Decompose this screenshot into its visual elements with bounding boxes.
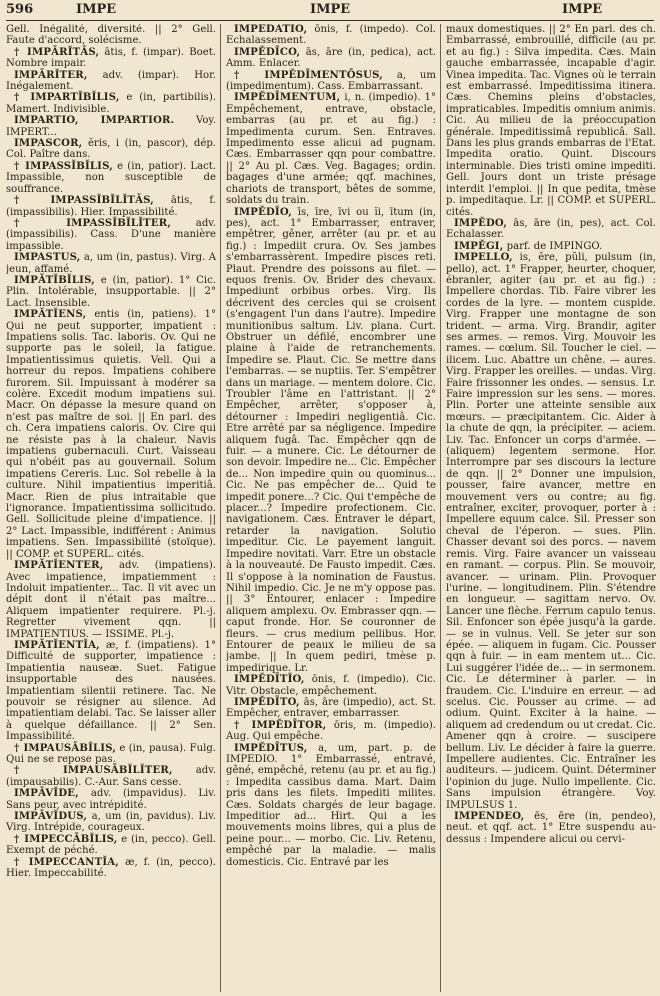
entry-headword: † IMPASSĬBĬLIS,: [14, 160, 113, 172]
dictionary-entry: [6, 811, 216, 834]
dictionary-entry: [6, 92, 216, 115]
entry-headword: † IMPARTĬBĬLIS,: [14, 92, 120, 104]
column-divider: [440, 24, 441, 992]
entry-definition: adv. (impar). Hor. Inégalement.: [6, 69, 216, 93]
running-header: [6, 2, 654, 20]
entry-headword: † IMPASSĬBĬLĬTER,: [14, 217, 172, 229]
entry-definition: a, um (in, pavidus). Liv. Virg. Intrépide, courageux.: [6, 811, 216, 834]
dictionary-entry: [6, 70, 216, 93]
column-divider: [220, 24, 221, 992]
dictionary-entry: [6, 161, 216, 195]
entry-headword: IMPĔDĪTUS,: [234, 742, 308, 754]
dictionary-entry: [226, 743, 436, 868]
column-right: [446, 24, 656, 992]
entry-headword: IMPĂTĬENS,: [14, 309, 87, 321]
dictionary-entry: [446, 24, 656, 218]
header-rule: [6, 20, 654, 21]
entry-definition: maux domestiques. || 2° En parl. des ch. Embarrassé, embrouillé, difficile (au pr. et au fig.) : Silva impedita. Cæs. Main gauche embarrassée, incapable d'agir. Vinea impedita. Tac. Vignes où le terrain est embarrassé. Impeditissima itinera. Cæs. Chemins pleins d'obstacles, impraticables. Impeditis omnium animis. Cic. Au milieu de la préoccupation générale. Impeditissimâ republicâ. Sall. Dans les plus grands embarras de l'Etat. Impedita oratio. Quint. Discours interminable. Dies tristi omine impediti. Gell. Jours dont un triste présage interdit l'emploi. || In que pedita, tmèse p. impeditaque. Lr. || COMP. et SUPERL. cités.: [446, 24, 656, 218]
dictionary-entry: [226, 697, 436, 720]
entry-definition: e (in, pausa). Fulg. Qui ne se repose pas.: [6, 742, 216, 765]
dictionary-entry: [6, 218, 216, 252]
entry-headword: IMPĀRĬTER,: [14, 69, 88, 81]
entry-definition: e (in, pecco). Gell. Exempt de péché.: [6, 833, 216, 857]
dictionary-entry: [6, 857, 216, 880]
dictionary-entry: [6, 834, 216, 857]
entry-headword: IMPĔDĪMENTUM,: [234, 92, 341, 104]
dictionary-entry: [446, 241, 656, 252]
entry-headword: IMPELLO,: [454, 252, 513, 264]
entry-headword: IMPĔDĪTĬO,: [234, 674, 305, 686]
dictionary-entry: [446, 252, 656, 811]
entry-headword: † IMPASSĬBĬLĬTĀS,: [14, 195, 154, 207]
entry-definition: Voy. IMPERT...: [6, 115, 216, 138]
entry-headword: IMPASCOR,: [14, 138, 83, 150]
entry-definition: ōnis, f. (impedo). Col. Echalassement.: [226, 24, 436, 47]
entry-definition: adv. (impausabilis). C.-Aur. Sans cesse.: [6, 765, 216, 788]
dictionary-entry: [6, 115, 216, 138]
entry-definition: a, um (in, pastus). Virg. A jeun, affamé.: [6, 252, 216, 275]
entry-definition: ēs, ēre (in, pendeo), neut. et qqf. act. 1° Etre suspendu au-dessus : Impendere alicui ou cervi-: [446, 811, 656, 845]
running-headword-center: IMPE: [310, 2, 351, 17]
running-headword-right: IMPE: [562, 2, 603, 17]
entry-definition: i, n. (impedio). 1° Empêchement, entrave, obstacle, embarras (au pr. et au fig.) : Impedimenta curum. Sen. Entraves. Impedimento esse alicui ad pugnam. Cæs. Embarrasser qqn pour combattre. || 2° Au pl. Cæs. Veg. Bagages; ordin. bagages d'une armée; qqf. machines, chariots de transport, bêtes de somme, soldats du train.: [226, 92, 436, 207]
entry-headword: † IMPĔDĪMENTŌSUS,: [234, 69, 384, 81]
entry-headword: † IMPAUSĀBĬLĬTER,: [14, 765, 173, 777]
entry-definition: ātis, f. (impassibilis). Hier. Impassibilité.: [6, 195, 216, 218]
entry-headword: † IMPECCĀBĬLIS,: [14, 833, 118, 845]
entry-definition: parf. de IMPINGO.: [506, 240, 603, 252]
entry-headword: IMPĔDO,: [454, 217, 508, 229]
entry-definition: ōnis, f. (impedio). Cic. Vitr. Obstacle, empêchement.: [226, 674, 436, 697]
entry-definition: ās, āre (in, pedica), act. Amm. Enlacer.: [226, 46, 436, 70]
entry-definition: entis (in, patiens). 1° Qui ne peut supporter, impatient : Impatiens solis. Tac. laboris. Ov. Qui ne supporte pas le soleil, la fatigue. Impatientissimus quietis. Vell. Qui a horreur du repos. Impatiens cohibere furorem. Sil. Impuissant à modérer sa colère. Excedit modum impatiens sui. Macr. On dépasse la mesure quand on n'est pas maître de soi. || En parl. des ch. Cera impatiens caloris. Ov. Cire qui ne résiste pas à la chaleur. Navis impatiens gubernaculi. Curt. Vaisseau qui n'obéit pas au gouvernail. Solum impatiens Cereris. Luc. Sol rebelle à la culture. Nihil impatientius imperitiâ. Macr. Rien de plus intraitable que l'ignorance. Impatientissima sollicitudo. Gell. Sollicitude pleine d'impatience. || 2° Lact. Impassible, indifférent : Animus impatiens. Sen. Impassibilité (stoïque). || COMP. et SUPERL. cités.: [6, 309, 216, 560]
entry-definition: e (in, patior). Lact. Impassible, non susceptible de souffrance.: [6, 160, 216, 195]
entry-headword: IMPĂTĬBĬLIS,: [14, 274, 95, 286]
entry-headword: † IMPECCANTĬA,: [14, 856, 119, 868]
entry-definition: ātis, f. (impar). Boet. Nombre impair.: [6, 46, 216, 70]
dictionary-entry: [226, 92, 436, 206]
entry-headword: IMPĀVĬDUS,: [14, 811, 88, 823]
entry-definition: Gell. Inégalité, diversité. || 2° Gell. Faute d'accord, solécisme.: [6, 24, 216, 47]
entry-headword: IMPĔDĀTĬO,: [234, 24, 308, 35]
entry-headword: IMPĔDĪCO,: [234, 46, 301, 58]
entry-headword: IMPĔGI,: [454, 240, 504, 252]
dictionary-entry: [6, 560, 216, 640]
entry-headword: IMPASTUS,: [14, 252, 81, 264]
entry-definition: a, um (impedimentum). Cass. Embarrassant.: [226, 69, 436, 93]
column-left: [6, 24, 216, 992]
entry-definition: adv. (impatiens). Avec impatience, impatiemment : Indoluit impatienter... Tac. Il vit avec un dépit dont il n'était pas maître... Aliquem impatienter requirere. Pl.-j. Regretter vivement qqn. || IMPATIENTIUS. — ISSIME. Pl.-j.: [6, 560, 216, 640]
entry-definition: a, um, part. p. de IMPEDIO. 1° Embarrassé, entravé, gêné, empêché, retenu (au pr. et au fig.) : Impedita cassibus dama. Mart. Daim pris dans les filets. Impediti milites. Cæs. Soldats chargés de leur bagage. Impeditior ad... Hirt. Qui a les mouvements moins libres, qui a plus de peine pour... — morbo. Cic. Liv. Retenu, empêché par la maladie. — malis domesticis. Cic. Entravé par les: [226, 742, 436, 868]
dictionary-entry: [226, 720, 436, 743]
running-headword-left: IMPE: [76, 2, 117, 17]
entry-headword: IMPĂTĬENTĬA,: [14, 639, 100, 651]
entry-headword: IMPARTIO, IMPARTIOR.: [14, 115, 175, 127]
dictionary-entry: [226, 674, 436, 697]
entry-definition: ās, āre (in, pes), act. Col. Echalasser.: [446, 217, 656, 241]
dictionary-entry: [6, 24, 216, 47]
entry-definition: adv. (impavidus). Liv. Sans peur, avec intrépidité.: [6, 788, 216, 811]
entry-headword: IMPĔDĪTO,: [234, 696, 300, 708]
entry-definition: e (in, patior). 1° Cic. Plin. Intolérable, insupportable. || 2° Lact. Insensible.: [6, 274, 216, 309]
dictionary-entry: [6, 138, 216, 161]
dictionary-entry: [446, 811, 656, 845]
dictionary-entry: [6, 309, 216, 560]
entry-definition: æ, f. (impatiens). 1° Difficulté de supporter, impatience : Impatientia nauseæ. Suet. Fatigue insupportable des nausées. Impatientiam silentii retinere. Tac. Ne pouvoir se résigner au silence. Ad impatientiam delabi. Tac. Se laisser aller à quelque défaillance. || 2° Sen. Impassibilité.: [6, 639, 216, 743]
dictionary-entry: [6, 788, 216, 811]
dictionary-entry: [6, 195, 216, 218]
column-center: [226, 24, 436, 992]
dictionary-entry: [6, 640, 216, 743]
dictionary-entry: [226, 70, 436, 93]
entry-definition: e (in, partibilis). Mamert. Indivisible.: [6, 92, 216, 115]
entry-definition: ōris, m. (impedio). Aug. Qui empêche.: [226, 719, 436, 743]
entry-definition: īs, īre, īvi ou ĭi, ītum (in, pes), act. 1° Embarrasser, entraver, empêtrer, gêner, arrêter (au pr. et au fig.) : Impediit crura. Ov. Ses jambes s'embarrassèrent. Impedire pisces reti. Plaut. Prendre des poissons au filet. — equos frenis. Ov. Brider des chevaux. Impediunt orbibus orbes. Virg. Ils décrivent des cercles qui se croisent (s'engagent l'un dans l'autre). Impedire munitionibus saltum. Liv. plana. Curt. Obstruer un défilé, encombrer une plaine à l'aide de retranchements. Impedire se. Plaut. Cic. Se mettre dans l'embarras. — se nuptiis. Ter. S'empêtrer dans un mariage. — mentem dolore. Cic. Troubler l'âme en l'attristant. || 2° Empêcher, arrêter, s'opposer à, détourner : Impediri negligentiâ. Cic. Etre arrêté par sa négligence. Impedire aliquem fugâ. Tac. Empêcher qqn de fuir. — a munere. Cic. Le détourner de son devoir. Impedire ne... Cic. Empêcher de... Non impedire quin ou quominus... Cic. Ne pas empêcher de... Quid te impedit ponere...? Cic. Qui t'empêche de placer...? Impedire profectionem. Cic. navigationem. Cæs. Entraver le départ, retarder la navigation. Solutio impeditur. Cic. Le payement languit. Impedire novitati. Varr. Etre un obstacle à la nouveauté. De Fausto impedit. Cæs. Il s'oppose à la nomination de Faustus. Nihil impedio. Cic. Je ne m'y oppose pas. || 3° Entourer, enlacer : Impedire aliquem amplexu. Ov. Embrasser qqn. — caput fronde. Hor. Se couronner de fleurs. — crus medium pellibus. Hor. Entourer de peaux le milieu de sa jambe. || In quem pediri, tmèse p. impedirique. Lr.: [226, 206, 436, 674]
dictionary-entry: [6, 743, 216, 766]
dictionary-entry: [226, 47, 436, 70]
entry-headword: IMPĔDĬO,: [234, 206, 292, 218]
dictionary-entry: [446, 218, 656, 241]
dictionary-entry: [6, 47, 216, 70]
entry-definition: æ, f. (in, pecco). Hier. Impeccabilité.: [6, 856, 216, 880]
dictionary-entry: [226, 207, 436, 675]
entry-headword: IMPĂTĬENTER,: [14, 560, 104, 572]
entry-definition: is, ĕre, pŭli, pulsum (in, pello), act. 1° Frapper, heurter, choquer, ébranler, agiter (au pr. et au fig.) : Impellere chordas. Tib. Faire vibrer les cordes de la lyre. — montem cuspide. Virg. Frapper une montagne de son trident. — arma. Virg. Brandir, agiter ses armes. — remos. Virg. Mouvoir les rames. — cœlum. Sil. Toucher le ciel. — ilicem. Luc. Abattre un chêne. — aures. Virg. Frapper les oreilles. — undas. Virg. Faire frissonner les ondes. — sensus. Lr. Faire impression sur les sens. — mores. Plin. Porter une atteinte sensible aux mœurs. — præcipitantem. Cic. Aider à la chute de qqn, la précipiter. — aciem. Liv. Tac. Enfoncer un corps d'armée. — (aliquem) legentem sermone. Hor. Interrompre par ses discours la lecture de qqn. || 2° Donner une impulsion, pousser, faire avancer, mettre en mouvement vers ou contre; au fig. entraîner, exciter, provoquer, porter à : Impellere equum calce. Sil. Presser son cheval de l'éperon. — sues. Plin. Chasser devant soi des porcs. — navem remis. Virg. Faire avancer un vaisseau en ramant. — corpus. Plin. Se mouvoir, avancer. — urinam. Plin. Provoquer l'urine. — longitudinem. Plin. S'étendre en longueur. — sagittam nervo. Ov. Lancer une flèche. Ferrum capulo tenus. Sil. Enfoncer son épée jusqu'à la garde. — se in vulnus. Vell. Se jeter sur son épée. — aliquem in fugam. Cic. Pousser qqn à fuir. — in eam mentem ut... Cic. Lui suggérer l'idée de... — in sermonem. Cic. Le déterminer à parler. — in fraudem. Cic. L'induire en erreur. — ad scelus. Cic. Pousser au crime. — ad odium. Quint. Exciter à la haine. — aliquem ad credendum ou ut credat. Cic. Amener qqn à croire. — suscipere bellum. Liv. Le décider à faire la guerre. Impellere audientes. Cic. Entraîner les auditeurs. — judicem. Quint. Déterminer l'opinion du juge. Nullo impellente. Cic. Sans impulsion étrangère. Voy. IMPULSUS 1.: [446, 252, 656, 811]
dictionary-entry: [6, 275, 216, 309]
entry-definition: ĕris, i (in, pascor), dép. Col. Paître dans.: [6, 138, 216, 161]
entry-headword: † IMPĀRĬTĀS,: [14, 46, 100, 58]
dictionary-entry: [6, 252, 216, 275]
entry-headword: † IMPAUSĀBĬLIS,: [14, 742, 117, 754]
entry-headword: IMPĀVĬDE,: [14, 788, 79, 800]
page-number: 596: [6, 2, 34, 17]
entry-definition: ās, āre (impedio), act. St. Empêcher, entraver, embarrasser.: [226, 696, 436, 720]
dictionary-entry: [226, 24, 436, 47]
entry-definition: adv. (impassibilis). Cass. D'une manière impassible.: [6, 217, 216, 252]
entry-headword: † IMPĔDĪTOR,: [234, 719, 327, 731]
entry-headword: IMPENDEO,: [454, 811, 525, 823]
dictionary-entry: [6, 765, 216, 788]
